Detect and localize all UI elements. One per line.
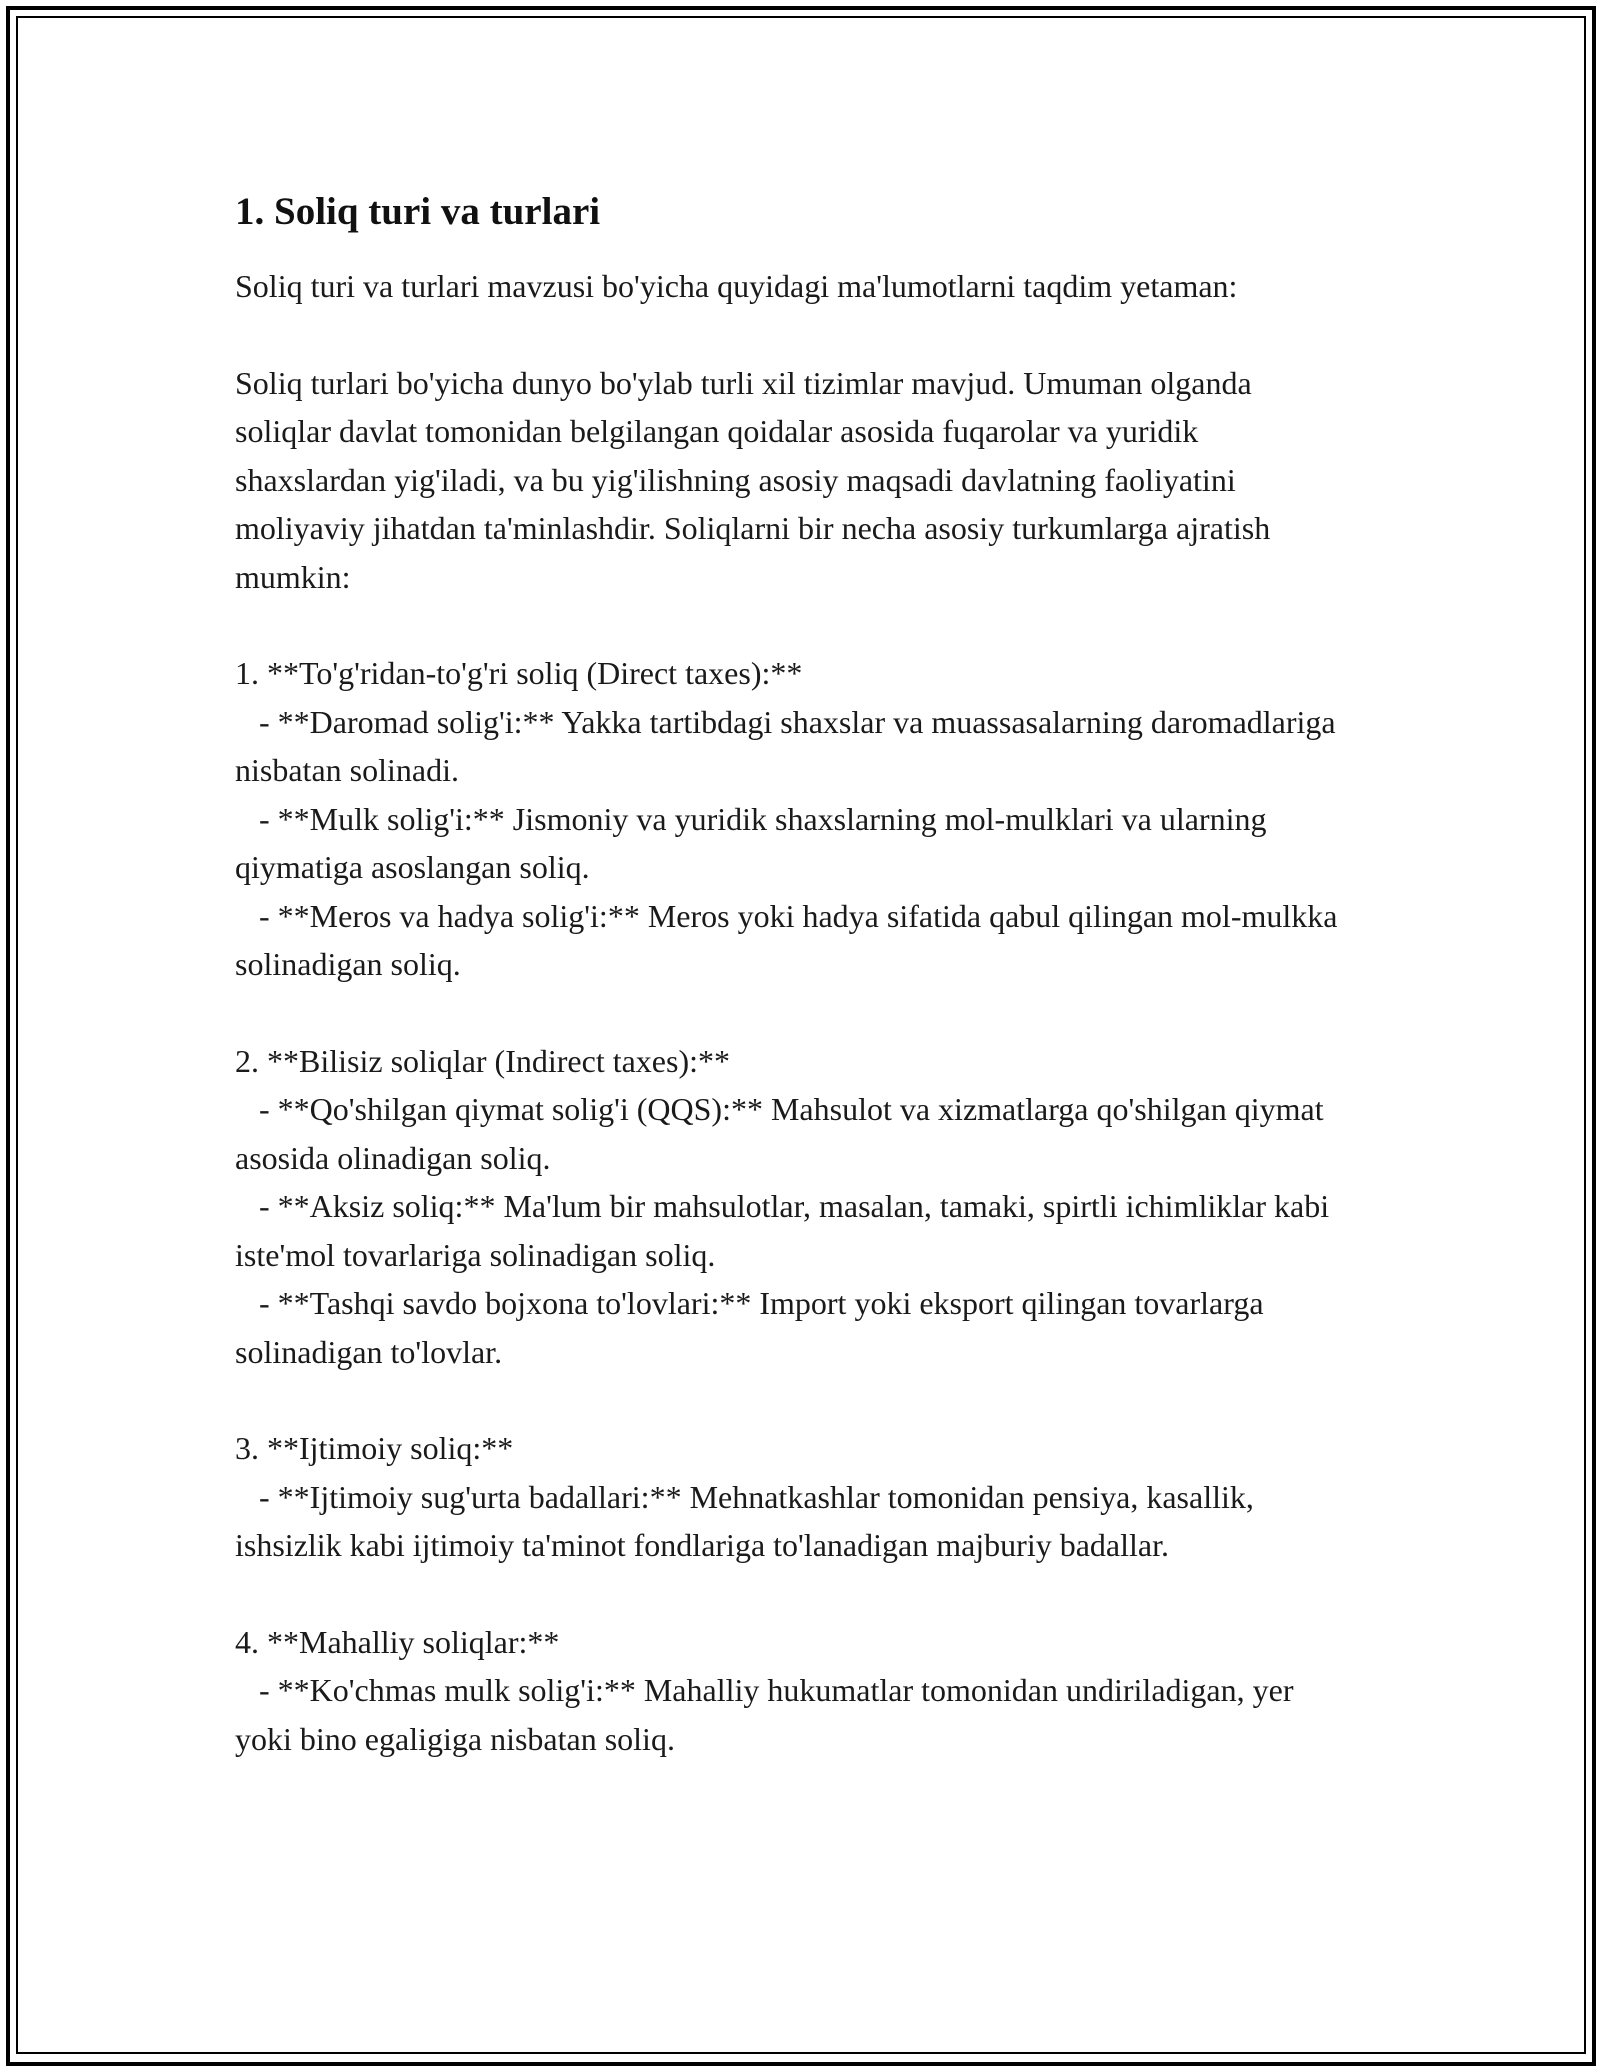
tax-section-local xyxy=(235,1618,1355,1764)
list-item-text: - **Ko'chmas mulk solig'i:** Mahalliy hukumatlar tomonidan undiriladigan, yer yoki bino egaligiga nisbatan soliq. xyxy=(235,1672,1294,1757)
overview-paragraph: Soliq turlari bo'yicha dunyo bo'ylab turli xil tizimlar mavjud. Umuman olganda soliqlar davlat tomonidan belgilangan qoidalar asosida fuqarolar va yuridik shaxslardan yig'iladi, va bu yig'ilishning asosiy maqsadi davlatning faoliyatini moliyaviy jihatdan ta'minlashdir. Soliqlarni bir necha asosiy turkumlarga ajratish mumkin: xyxy=(235,364,1271,595)
list-item-text: - **Tashqi savdo bojxona to'lovlari:** Import yoki eksport qilingan tovarlarga solinadigan to'lovlar. xyxy=(235,1285,1264,1370)
page-title: 1. Soliq turi va turlari xyxy=(235,190,601,233)
list-item xyxy=(235,892,1355,989)
list-item xyxy=(235,1279,1355,1376)
intro-paragraph: Soliq turi va turlari mavzusi bo'yicha quyidagi ma'lumotlarni taqdim yetaman: xyxy=(235,268,1238,304)
section-heading: 3. **Ijtimoiy soliq:** xyxy=(235,1430,514,1466)
section-heading: 4. **Mahalliy soliqlar:** xyxy=(235,1623,560,1660)
list-item-text: - **Mulk solig'i:** Jismoniy va yuridik shaxslarning mol-mulklari va ularning qiymatiga asoslangan soliq. xyxy=(235,800,1267,885)
tax-section-indirect xyxy=(235,1037,1355,1377)
section-heading: 2. **Bilisiz soliqlar (Indirect taxes):** xyxy=(235,1042,730,1079)
list-item-text: - **Aksiz soliq:** Ma'lum bir mahsulotlar, masalan, tamaki, spirtli ichimliklar kabi iste'mol tovarlariga solinadigan soliq. xyxy=(235,1188,1330,1273)
list-item xyxy=(235,1473,1355,1570)
list-item-text: - **Ijtimoiy sug'urta badallari:** Mehnatkashlar tomonidan pensiya, kasallik, ishsizlik kabi ijtimoiy ta'minot fondlariga to'lanadigan majburiy badallar. xyxy=(235,1478,1254,1563)
list-item xyxy=(235,698,1355,795)
list-item xyxy=(235,1085,1355,1182)
section-heading: 1. **To'g'ridan-to'g'ri soliq (Direct taxes):** xyxy=(235,655,803,691)
list-item-text: - **Daromad solig'i:** Yakka tartibdagi shaxslar va muassasalarning daromadlariga nisbatan solinadi. xyxy=(235,703,1336,788)
list-item-text: - **Qo'shilgan qiymat solig'i (QQS):** Mahsulot va xizmatlarga qo'shilgan qiymat asosida olinadigan soliq. xyxy=(235,1091,1324,1176)
document-body xyxy=(235,186,1355,1811)
list-item xyxy=(235,1666,1355,1763)
tax-section-social xyxy=(235,1424,1355,1570)
tax-section-direct xyxy=(235,649,1355,989)
list-item xyxy=(235,795,1355,892)
list-item-text: - **Meros va hadya solig'i:** Meros yoki hadya sifatida qabul qilingan mol-mulkka solinadigan soliq. xyxy=(235,897,1338,982)
list-item xyxy=(235,1182,1355,1279)
